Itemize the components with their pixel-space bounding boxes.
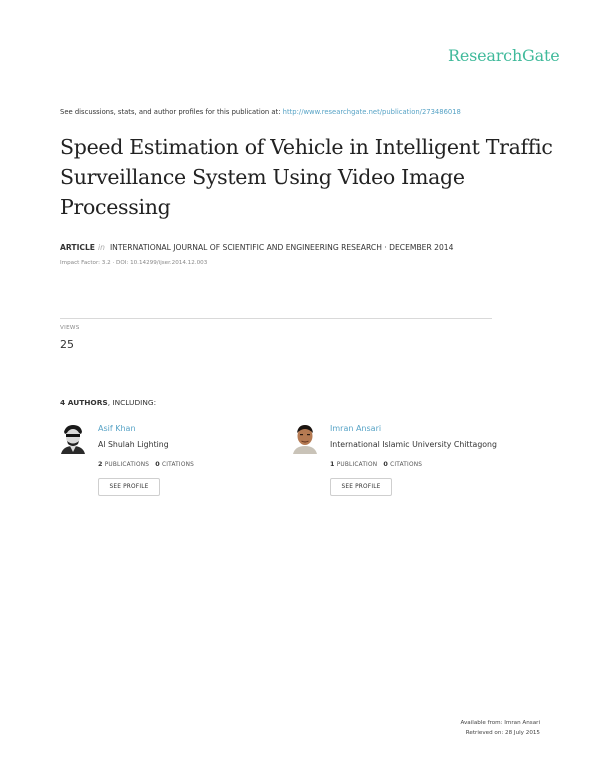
citation-label: CITATIONS — [162, 462, 194, 468]
author-avatar-icon[interactable] — [60, 424, 86, 454]
views-label: VIEWS — [60, 325, 80, 331]
profile-info-line — [60, 108, 461, 116]
journal-name[interactable]: INTERNATIONAL JOURNAL OF SCIENTIFIC AND ENGINEERING RESEARCH · DECEMBER 2014 — [109, 243, 454, 252]
author-stats — [98, 460, 194, 468]
in-word: in — [98, 243, 105, 252]
citation-label: CITATIONS — [390, 462, 423, 468]
authors-heading — [60, 398, 156, 407]
profile-info-text: See discussions, stats, and author profiles for this publication at: — [60, 108, 283, 116]
publication-link[interactable]: http://www.researchgate.net/publication/273486018 — [282, 108, 461, 116]
title-line: Speed Estimation of Vehicle in Intelligent Traffic — [60, 135, 553, 159]
citation-count: 0 — [155, 460, 160, 468]
views-count: 25 — [60, 338, 74, 351]
authors-suffix: , INCLUDING: — [107, 398, 157, 407]
publication-count: 2 — [98, 460, 103, 468]
see-profile-button[interactable]: SEE PROFILE — [98, 478, 160, 496]
author-avatar-icon[interactable] — [292, 424, 318, 454]
authors-count: 4 AUTHORS — [60, 398, 108, 407]
title-line: Surveillance System Using Video Image — [60, 165, 465, 189]
citation-count: 0 — [383, 460, 389, 468]
publication-label: PUBLICATIONS — [104, 462, 150, 468]
researchgate-logo[interactable]: ResearchGate — [448, 46, 560, 65]
publication-count: 1 — [330, 460, 335, 468]
author-card — [292, 424, 532, 504]
author-institution: International Islamic University Chittagong — [330, 440, 497, 449]
impact-factor-doi: Impact Factor: 3.2 · DOI: 10.14299/ijser.2014.12.003 — [60, 260, 208, 266]
title-line: Processing — [60, 195, 171, 219]
author-card — [60, 424, 300, 504]
availability-info — [400, 718, 540, 738]
available-from: Available from: Imran Ansari — [460, 720, 540, 726]
publication-title — [60, 132, 560, 222]
author-stats — [330, 460, 422, 468]
author-name[interactable]: Asif Khan — [98, 424, 136, 433]
publication-type: ARTICLE — [60, 243, 95, 252]
publication-label: PUBLICATION — [336, 462, 378, 468]
author-institution: Al Shulah Lighting — [98, 440, 169, 449]
publication-meta — [60, 243, 453, 252]
divider — [60, 318, 492, 319]
author-name[interactable]: Imran Ansari — [330, 424, 382, 433]
retrieved-on: Retrieved on: 28 July 2015 — [465, 730, 540, 736]
see-profile-button[interactable]: SEE PROFILE — [330, 478, 392, 496]
